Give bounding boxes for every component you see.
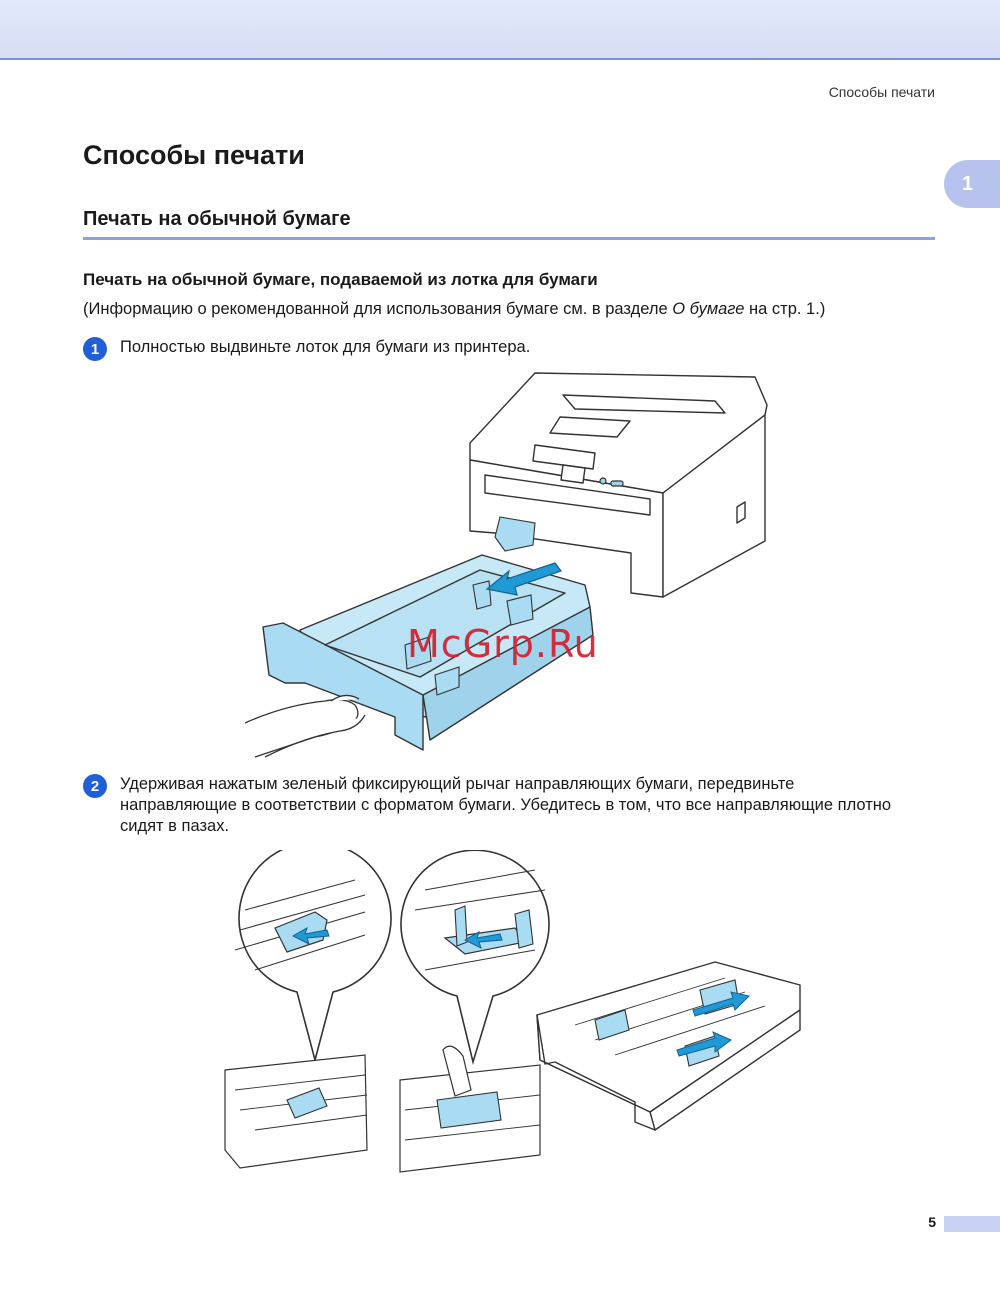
paper-guides-illustration [215, 850, 810, 1180]
paper-info-note [83, 300, 825, 319]
printer-tray-illustration [245, 365, 775, 760]
page-number: 5 [928, 1214, 936, 1230]
step-number-badge: 1 [83, 337, 107, 361]
watermark: McGrp.Ru [407, 622, 599, 666]
section-rule [83, 237, 935, 240]
subsection-title: Печать на обычной бумаге, подаваемой из лотка для бумаги [83, 270, 598, 289]
note-before: (Информацию о рекомендованной для использования бумаге см. в разделе [83, 300, 673, 318]
top-band [0, 0, 1000, 60]
chapter-tab [944, 160, 1000, 208]
section-title: Печать на обычной бумаге [83, 208, 351, 230]
step-2 [83, 774, 913, 840]
note-after: на стр. 1.) [744, 300, 826, 318]
step-number-badge: 2 [83, 774, 107, 798]
chapter-number: 1 [962, 172, 974, 195]
running-header: Способы печати [828, 84, 935, 100]
step-1 [83, 337, 913, 361]
paper-info-link[interactable]: О бумаге [672, 300, 745, 318]
step-text: Удерживая нажатым зеленый фиксирующий рычаг направляющих бумаги, передвиньте направляющие в соответствии с форматом бумаги. Убедитесь в том, что все направляющие плотно сидят в пазах. [120, 775, 892, 835]
step-text: Полностью выдвиньте лоток для бумаги из принтера. [120, 338, 531, 356]
page-title: Способы печати [83, 140, 305, 170]
page-bar [944, 1216, 1000, 1232]
